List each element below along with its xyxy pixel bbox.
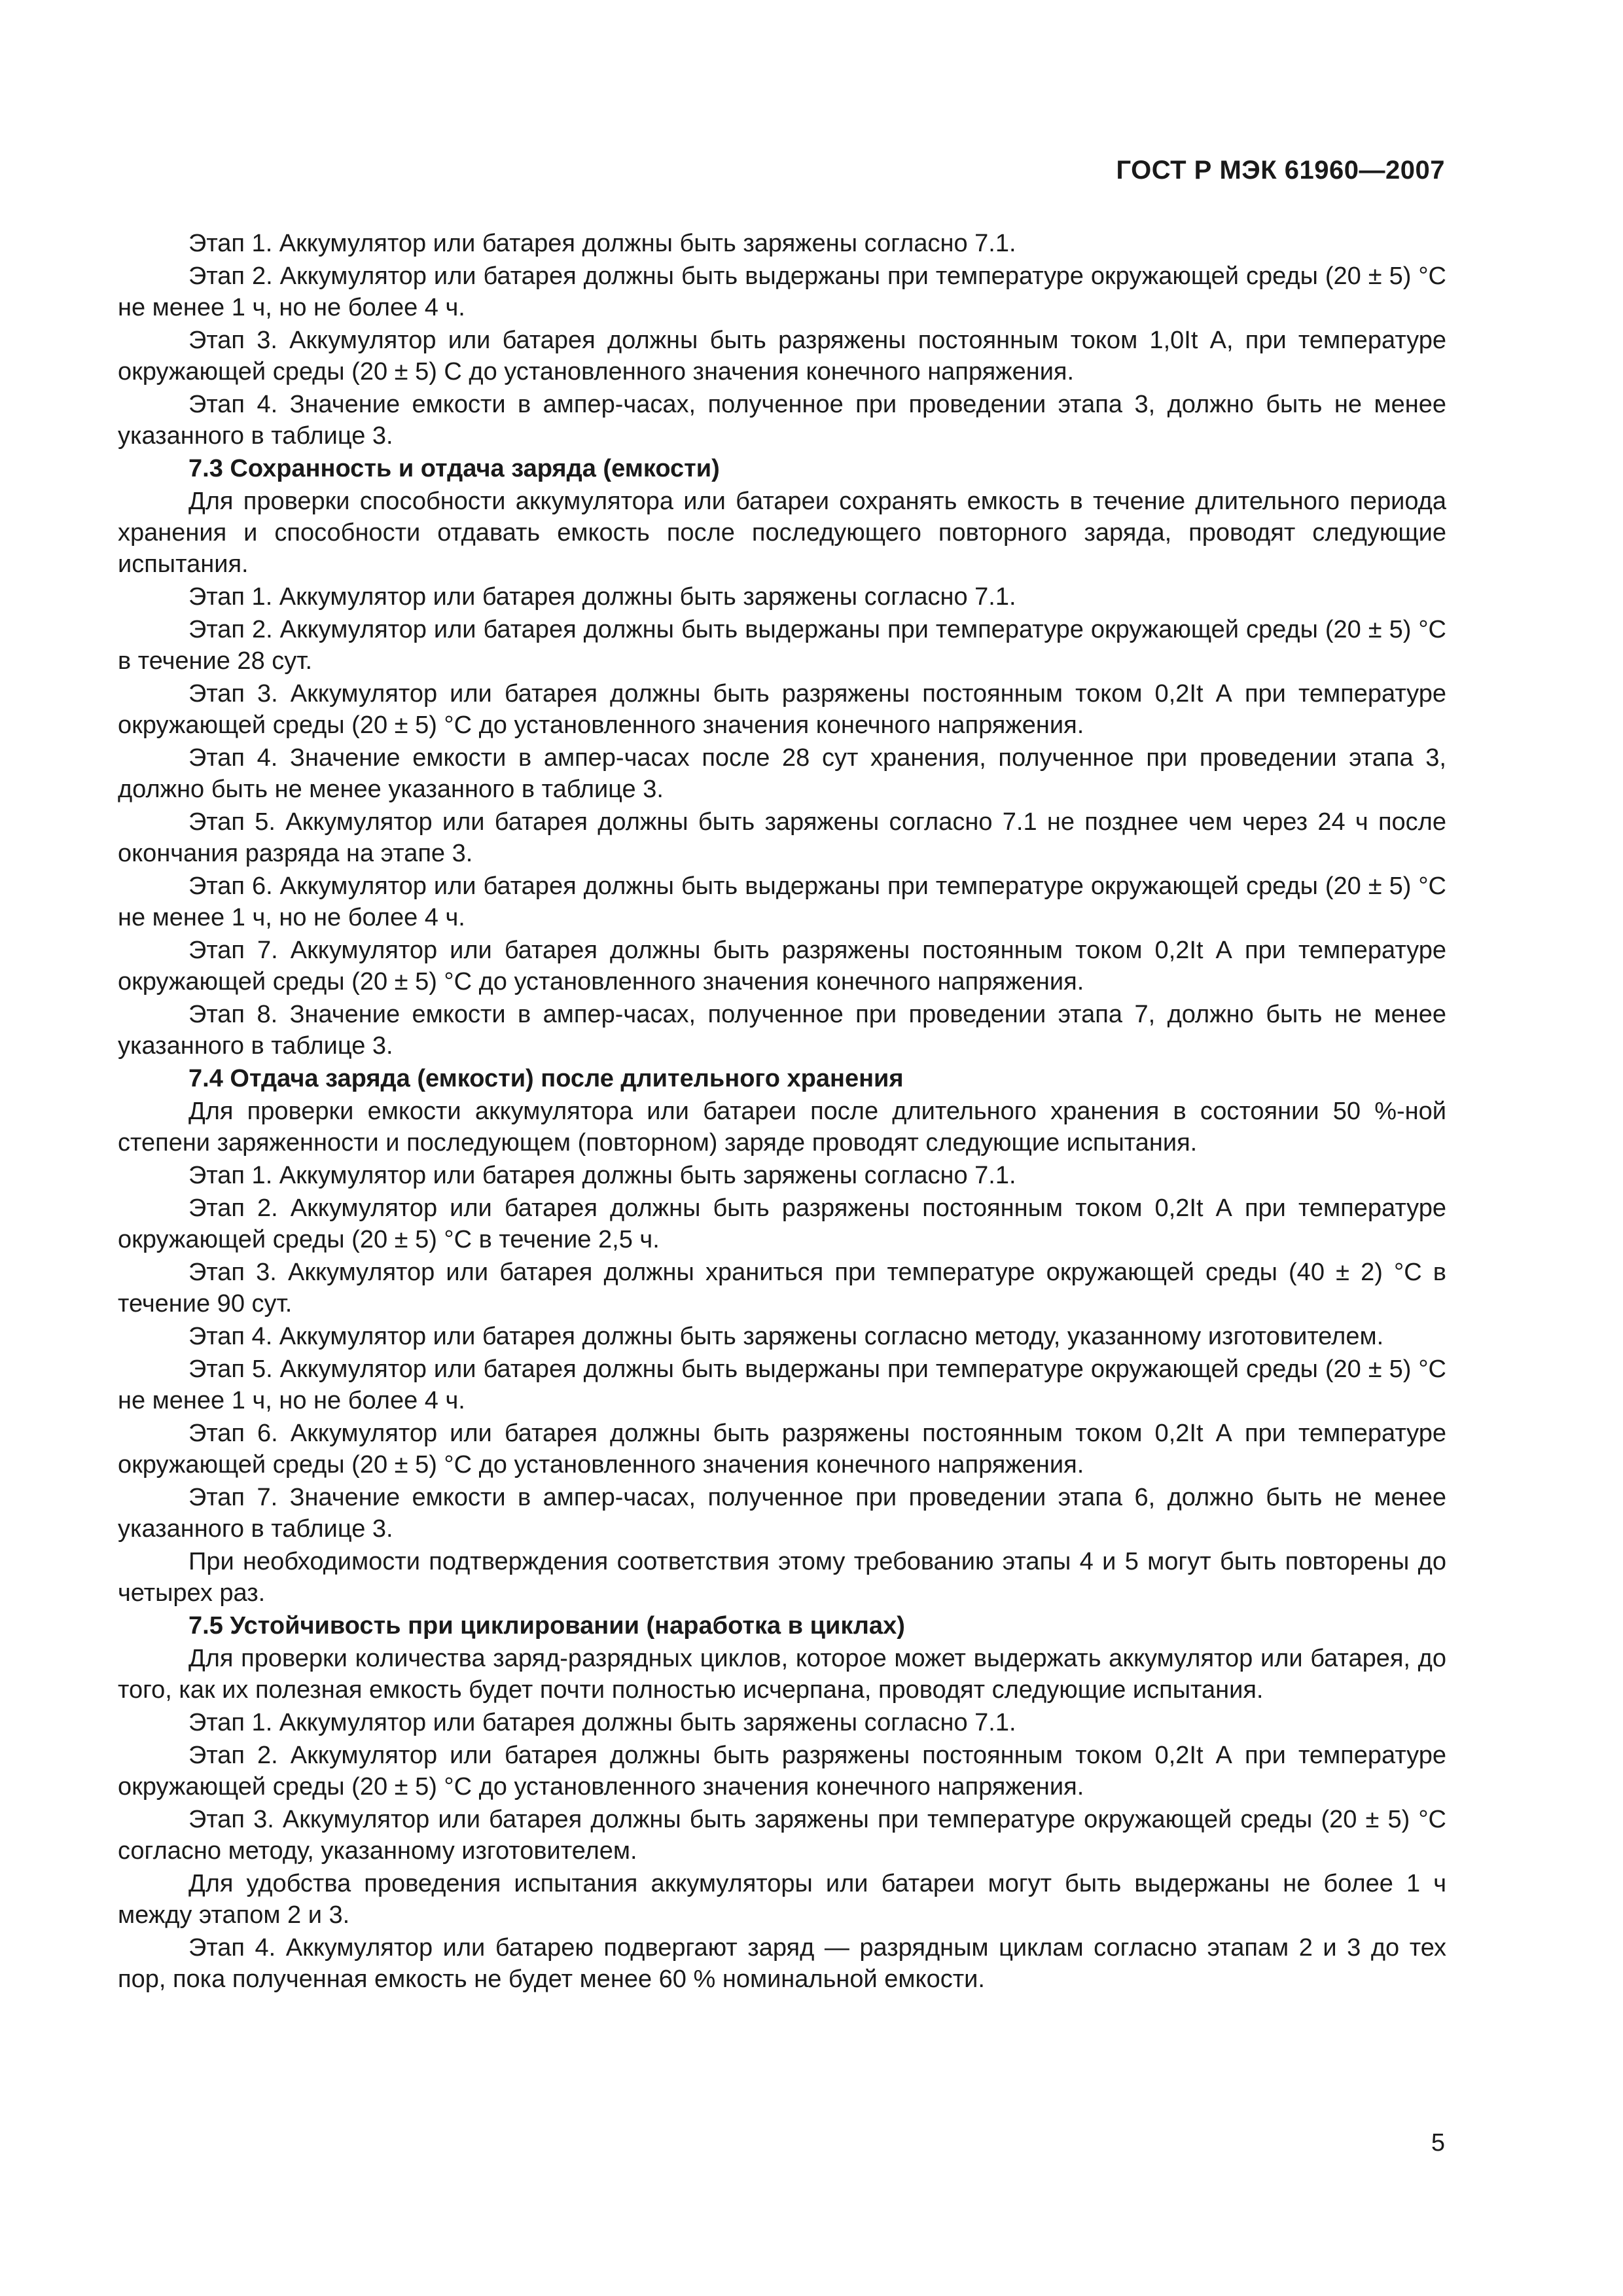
paragraph: Этап 4. Значение емкости в ампер-часах после 28 сут хранения, полученное при проведении этапа 3, должно быть не менее указанного в таблице 3. (118, 744, 1446, 803)
paragraph: При необходимости подтверждения соответствия этому требованию этапы 4 и 5 могут быть повторены до четырех раз. (118, 1548, 1446, 1607)
paragraph: Этап 2. Аккумулятор или батарея должны быть выдержаны при температуре окружающей среды (20 ± 5) °С в течение 28 сут. (118, 616, 1446, 675)
paragraph: Для удобства проведения испытания аккумуляторы или батареи могут быть выдержаны не более 1 ч между этапом 2 и 3. (118, 1870, 1446, 1929)
paragraph: Этап 4. Значение емкости в ампер-часах, полученное при проведении этапа 3, должно быть не менее указанного в таблице 3. (118, 391, 1446, 450)
page-number: 5 (1431, 2129, 1445, 2157)
paragraph: Этап 8. Значение емкости в ампер-часах, полученное при проведении этапа 7, должно быть не менее указанного в таблице 3. (118, 1001, 1446, 1060)
paragraph: Этап 3. Аккумулятор или батарея должны быть разряжены постоянным током 0,2It А при температуре окружающей среды (20 ± 5) °С до установленного значения конечного напряжения. (118, 680, 1446, 739)
paragraph: Для проверки количества заряд-разрядных циклов, которое может выдержать аккумулятор или батарея, до того, как их полезная емкость будет почти полностью исчерпана, проводят следующие испытания. (118, 1645, 1446, 1704)
paragraph: Этап 7. Значение емкости в ампер-часах, полученное при проведении этапа 6, должно быть не менее указанного в таблице 3. (118, 1484, 1446, 1543)
paragraph: Этап 5. Аккумулятор или батарея должны быть выдержаны при температуре окружающей среды (20 ± 5) °С не менее 1 ч, но не более 4 ч. (118, 1355, 1446, 1414)
paragraph: Этап 1. Аккумулятор или батарея должны быть заряжены согласно 7.1. (188, 583, 1016, 611)
paragraph: Этап 2. Аккумулятор или батарея должны быть выдержаны при температуре окружающей среды (20 ± 5) °С не менее 1 ч, но не более 4 ч. (118, 262, 1446, 321)
paragraph: Этап 3. Аккумулятор или батарея должны быть разряжены постоянным током 1,0It А, при температуре окружающей среды (20 ± 5) С до установленного значения конечного напряжения. (118, 327, 1446, 386)
paragraph: Этап 5. Аккумулятор или батарея должны быть заряжены согласно 7.1 не позднее чем через 24 ч после окончания разряда на этапе 3. (118, 808, 1446, 867)
paragraph: Этап 4. Аккумулятор или батарею подвергают заряд — разрядным циклам согласно этапам 2 и 3 до тех пор, пока полученная емкость не будет менее 60 % номинальной емкости. (118, 1934, 1446, 1993)
paragraph: Этап 1. Аккумулятор или батарея должны быть заряжены согласно 7.1. (188, 230, 1016, 257)
section-heading-7-4: 7.4 Отдача заряда (емкости) после длительного хранения (188, 1065, 904, 1092)
section-heading-7-3: 7.3 Сохранность и отдача заряда (емкости) (188, 455, 720, 482)
section-heading-7-5: 7.5 Устойчивость при циклировании (наработка в циклах) (188, 1612, 905, 1640)
paragraph: Этап 3. Аккумулятор или батарея должны храниться при температуре окружающей среды (40 ± 2) °С в течение 90 сут. (118, 1259, 1446, 1318)
paragraph: Этап 4. Аккумулятор или батарея должны быть заряжены согласно методу, указанному изготовителем. (188, 1323, 1384, 1350)
document-header: ГОСТ Р МЭК 61960—2007 (1116, 156, 1445, 185)
document-body (118, 228, 1446, 1996)
paragraph: Этап 6. Аккумулятор или батарея должны быть разряжены постоянным током 0,2It А при температуре окружающей среды (20 ± 5) °С до установленного значения конечного напряжения. (118, 1420, 1446, 1479)
paragraph: Этап 2. Аккумулятор или батарея должны быть разряжены постоянным током 0,2It А при температуре окружающей среды (20 ± 5) °С до установленного значения конечного напряжения. (118, 1742, 1446, 1801)
paragraph: Этап 7. Аккумулятор или батарея должны быть разряжены постоянным током 0,2It А при температуре окружающей среды (20 ± 5) °С до установленного значения конечного напряжения. (118, 937, 1446, 996)
paragraph: Этап 3. Аккумулятор или батарея должны быть заряжены при температуре окружающей среды (20 ± 5) °С согласно методу, указанному изготовителем. (118, 1806, 1446, 1865)
paragraph: Для проверки емкости аккумулятора или батареи после длительного хранения в состоянии 50 %-ной степени заряженности и последующем (повторном) заряде проводят следующие испытания. (118, 1098, 1446, 1157)
paragraph: Этап 1. Аккумулятор или батарея должны быть заряжены согласно 7.1. (188, 1709, 1016, 1736)
paragraph: Этап 1. Аккумулятор или батарея должны быть заряжены согласно 7.1. (188, 1162, 1016, 1189)
paragraph: Этап 6. Аккумулятор или батарея должны быть выдержаны при температуре окружающей среды (20 ± 5) °С не менее 1 ч, но не более 4 ч. (118, 872, 1446, 931)
paragraph: Для проверки способности аккумулятора или батареи сохранять емкость в течение длительного периода хранения и способности отдавать емкость после последующего повторного заряда, проводят следующие испытания. (118, 488, 1446, 578)
paragraph: Этап 2. Аккумулятор или батарея должны быть разряжены постоянным током 0,2It А при температуре окружающей среды (20 ± 5) °С в течение 2,5 ч. (118, 1194, 1446, 1253)
